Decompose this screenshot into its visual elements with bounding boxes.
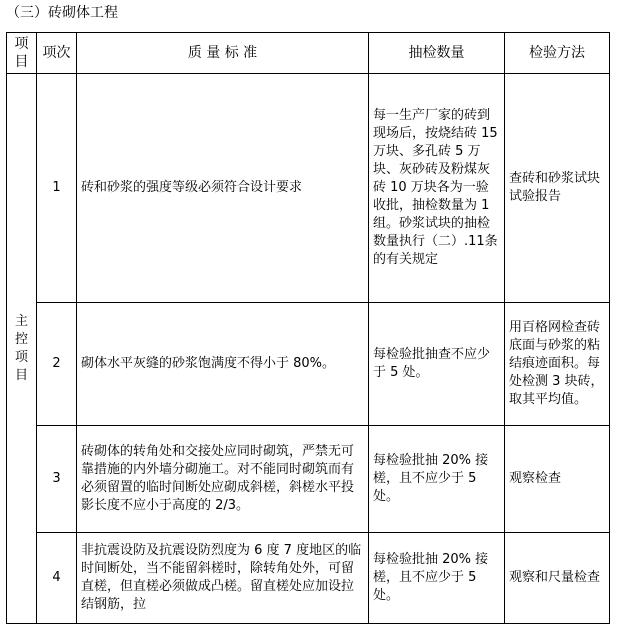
quantity-cell: 每一生产厂家的砖到现场后，按烧结砖 15 万块、多孔砖 5 万块、灰砂砖及粉煤灰砖 10 万块各为一验收批，抽检数量为 1 组。砂浆试块的抽检数量执行（二）.11条的有关规定 xyxy=(369,74,505,303)
row-number: 3 xyxy=(37,426,77,533)
quantity-cell: 每检验批抽查不应少于 5 处。 xyxy=(369,303,505,426)
standard-cell: 砖砌体的转角处和交接处应同时砌筑，严禁无可靠措施的内外墙分砌施工。对不能同时砌筑而有必须留置的临时间断处应砌成斜槎，斜槎水平投影长度不应小于高度的 2/3。 xyxy=(77,426,369,533)
standard-cell xyxy=(77,533,369,624)
quantity-cell: 每检验批抽 20% 接槎，且不应少于 5 处。 xyxy=(369,533,505,624)
quality-table xyxy=(6,32,610,624)
method-cell: 观察和尺量检查 xyxy=(505,533,610,624)
header-method: 检验方法 xyxy=(505,33,610,74)
header-standard: 质 量 标 准 xyxy=(77,33,369,74)
method-cell: 查砖和砂浆试块试验报告 xyxy=(505,74,610,303)
row-number: 4 xyxy=(37,533,77,624)
standard-cell: 砖和砂浆的强度等级必须符合设计要求 xyxy=(77,74,369,303)
table-row xyxy=(7,74,610,303)
table-row xyxy=(7,303,610,426)
header-item: 项目 xyxy=(7,33,37,74)
method-cell: 用百格网检查砖底面与砂浆的粘结痕迹面积。每处检测 3 块砖，取其平均值。 xyxy=(505,303,610,426)
header-quantity: 抽检数量 xyxy=(369,33,505,74)
row-number: 2 xyxy=(37,303,77,426)
header-seq: 项次 xyxy=(37,33,77,74)
header-row xyxy=(7,33,610,74)
method-cell: 观察检查 xyxy=(505,426,610,533)
table-row xyxy=(7,533,610,624)
standard-text: 非抗震设防及抗震设防烈度为 6 度 7 度地区的临时间断处，当不能留斜槎时，除转角处外，可留直槎，但直槎必须做成凸槎。留直槎处应加设拉结钢筋，拉 xyxy=(81,543,362,612)
quantity-cell: 每检验批抽 20% 接槎，且不应少于 5 处。 xyxy=(369,426,505,533)
category-cell: 主控项目 xyxy=(7,74,37,624)
table-row xyxy=(7,426,610,533)
row-number: 1 xyxy=(37,74,77,303)
section-title: （三）砖砌体工程 xyxy=(6,5,118,21)
standard-cell: 砌体水平灰缝的砂浆饱满度不得小于 80%。 xyxy=(77,303,369,426)
